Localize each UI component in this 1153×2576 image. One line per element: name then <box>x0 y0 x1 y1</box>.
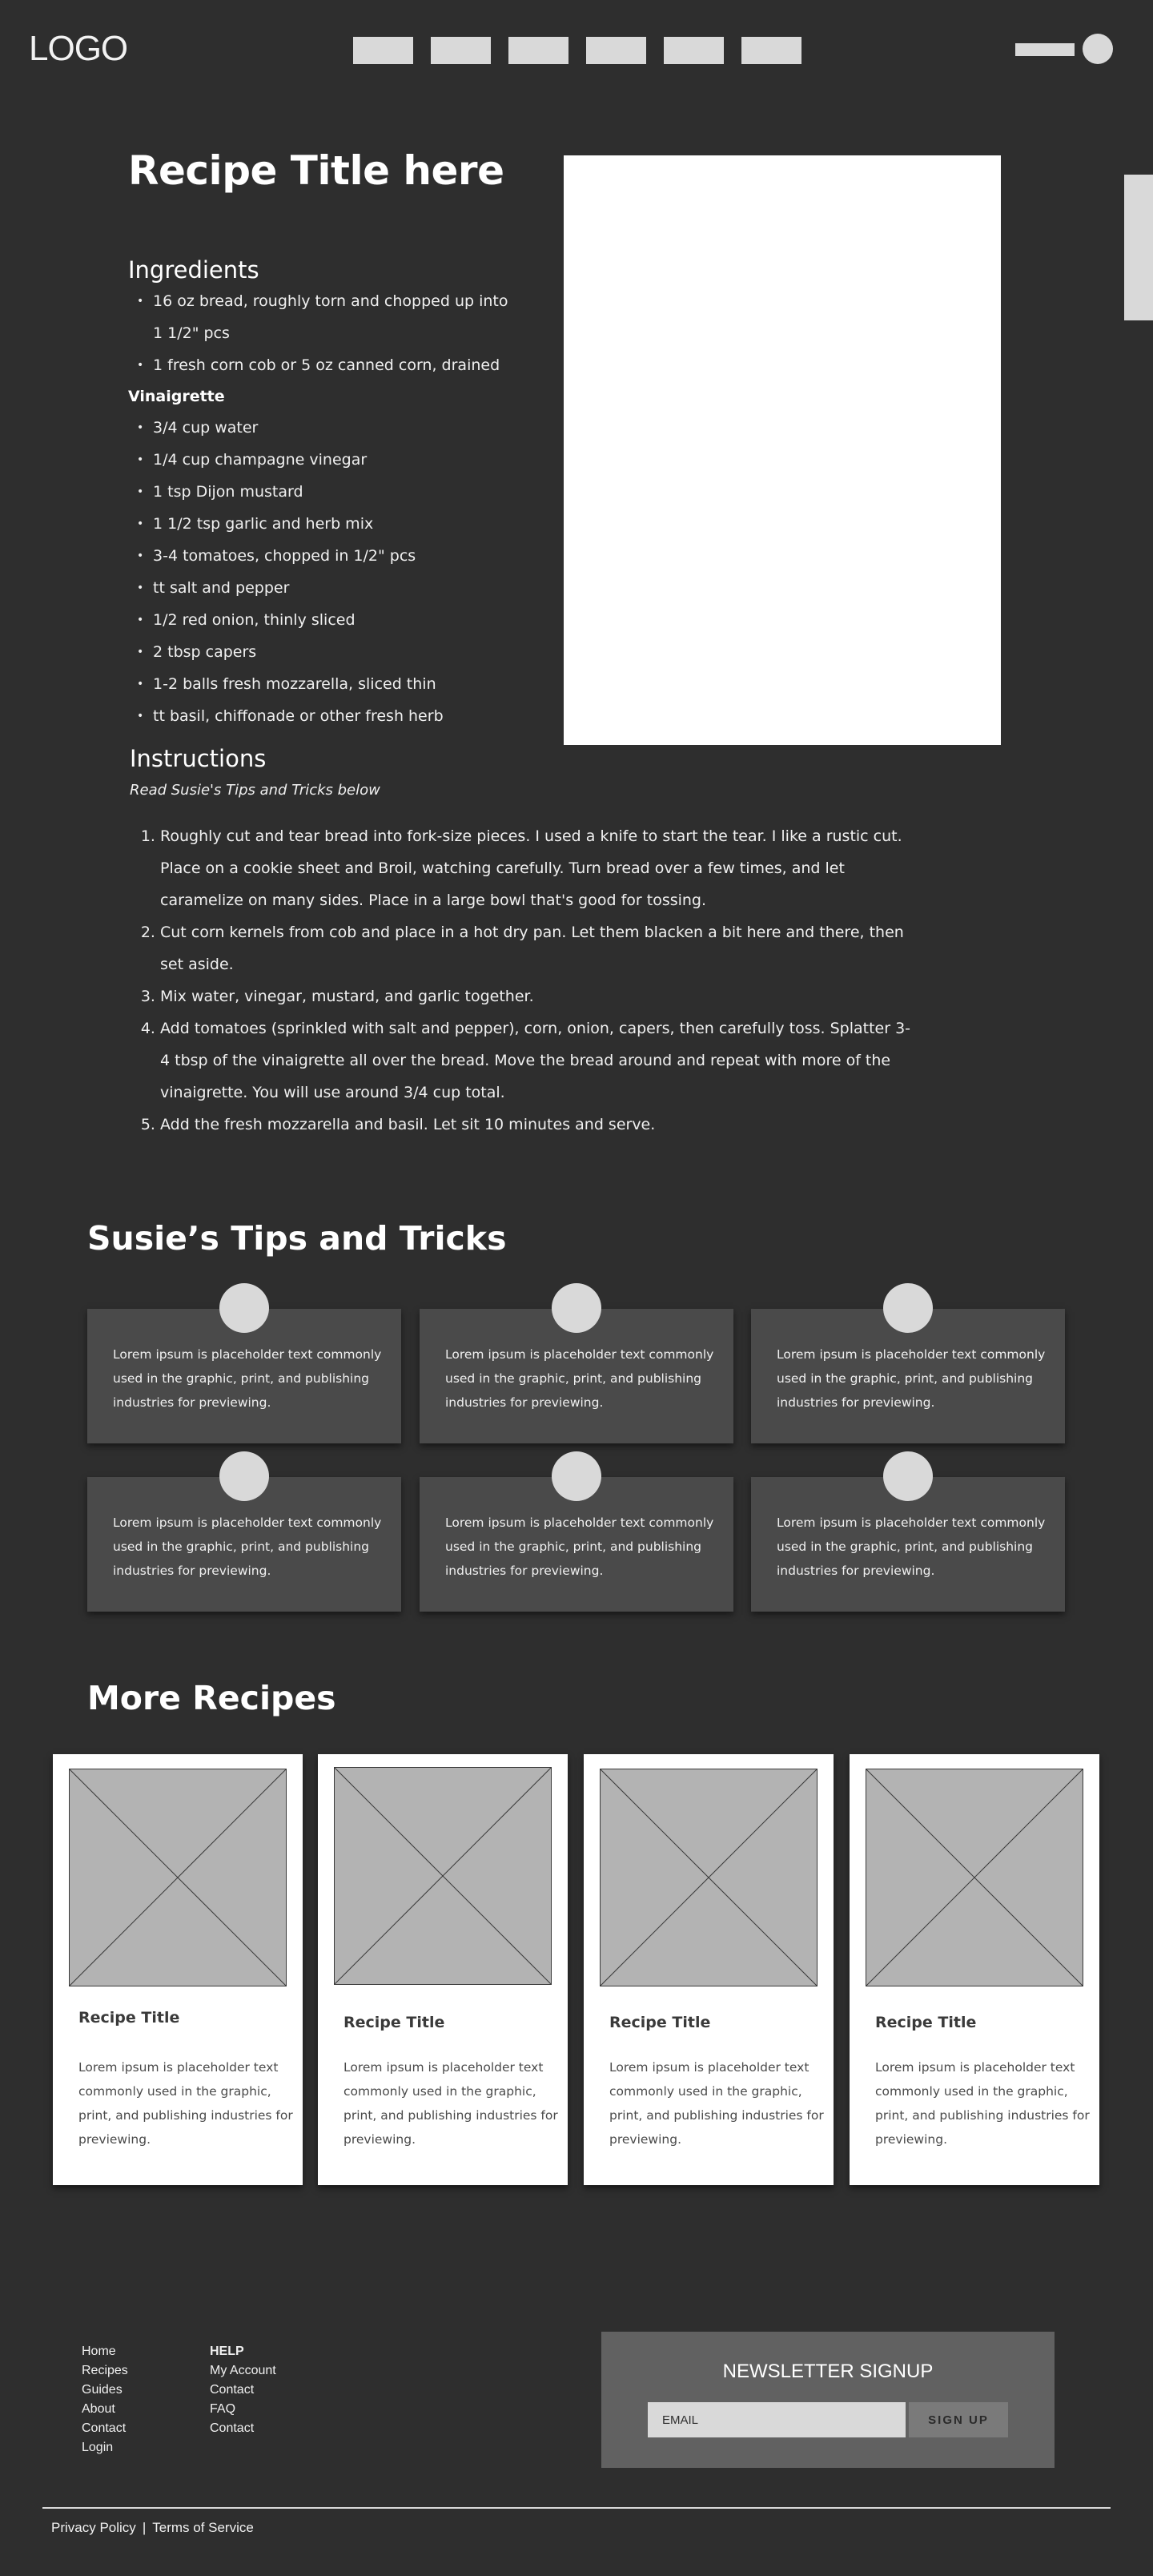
legal-links <box>51 2520 254 2536</box>
tip-text: Lorem ipsum is placeholder text commonly used in the graphic, print, and publishing industries for previewing. <box>777 1347 1046 1410</box>
list-item: • 1 1/2 tsp garlic and herb mix <box>128 508 512 540</box>
footer-link-my-account[interactable]: My Account <box>210 2364 276 2377</box>
recipe-card-description: Lorem ipsum is placeholder text commonly used in the graphic, print, and publishing industries for previewing. <box>875 2060 1090 2147</box>
privacy-policy-link[interactable]: Privacy Policy <box>51 2520 136 2535</box>
image-placeholder-icon <box>69 1769 287 1986</box>
vinaigrette-list <box>128 412 512 732</box>
ingredients-list <box>128 285 512 381</box>
avatar[interactable] <box>1083 34 1113 64</box>
tip-avatar-icon <box>219 1283 269 1333</box>
side-tab[interactable] <box>1124 175 1153 320</box>
list-item: • 1 tsp Dijon mustard <box>128 476 512 508</box>
more-recipes-heading: More Recipes <box>87 1679 336 1717</box>
footer-link-about[interactable]: About <box>82 2402 115 2416</box>
list-item: 5. Add the fresh mozzarella and basil. Let sit 10 minutes and serve. <box>160 1109 913 1141</box>
list-item: • 3/4 cup water <box>128 412 512 444</box>
tip-avatar-icon <box>219 1451 269 1501</box>
tip-text: Lorem ipsum is placeholder text commonly used in the graphic, print, and publishing industries for previewing. <box>777 1515 1046 1578</box>
list-item: • 1 fresh corn cob or 5 oz canned corn, drained <box>128 349 512 381</box>
vinaigrette-heading: Vinaigrette <box>128 388 225 405</box>
footer-link-contact[interactable]: Contact <box>210 2383 255 2397</box>
search-bar[interactable] <box>1015 43 1075 56</box>
nav-item-2[interactable] <box>431 37 491 64</box>
tip-avatar-icon <box>883 1451 933 1501</box>
footer-nav <box>82 2342 128 2457</box>
footer-link-faq[interactable]: FAQ <box>210 2402 236 2416</box>
signup-button[interactable]: SIGN UP <box>909 2402 1008 2437</box>
recipe-card-description: Lorem ipsum is placeholder text commonly used in the graphic, print, and publishing industries for previewing. <box>609 2060 824 2147</box>
nav-item-3[interactable] <box>508 37 568 64</box>
terms-of-service-link[interactable]: Terms of Service <box>152 2520 254 2535</box>
tip-text: Lorem ipsum is placeholder text commonly used in the graphic, print, and publishing industries for previewing. <box>445 1515 714 1578</box>
nav-item-4[interactable] <box>586 37 646 64</box>
list-item: 1. Roughly cut and tear bread into fork-size pieces. I used a knife to start the tear. I like a rustic cut. Place on a cookie sheet and Broil, watching carefully. Turn bread over a few times, and let caramelize on many sides. Place in a large bowl that's good for tossing. <box>160 820 913 916</box>
footer-divider <box>42 2507 1111 2509</box>
tip-avatar-icon <box>552 1283 601 1333</box>
recipe-card[interactable] <box>584 1754 834 2185</box>
list-item: 3. Mix water, vinegar, mustard, and garlic together. <box>160 980 913 1012</box>
page-title: Recipe Title here <box>128 147 504 194</box>
footer-link-recipes[interactable]: Recipes <box>82 2364 128 2377</box>
newsletter-title: NEWSLETTER SIGNUP <box>722 2361 934 2382</box>
recipe-card-description: Lorem ipsum is placeholder text commonly used in the graphic, print, and publishing industries for previewing. <box>78 2060 293 2147</box>
email-field[interactable] <box>648 2402 906 2437</box>
list-item: • 2 tbsp capers <box>128 636 512 668</box>
tip-text: Lorem ipsum is placeholder text commonly used in the graphic, print, and publishing industries for previewing. <box>113 1515 382 1578</box>
list-item: • 1-2 balls fresh mozzarella, sliced thin <box>128 668 512 700</box>
tip-avatar-icon <box>883 1283 933 1333</box>
tips-heading: Susie’s Tips and Tricks <box>87 1219 507 1258</box>
nav-item-5[interactable] <box>664 37 724 64</box>
tip-avatar-icon <box>552 1451 601 1501</box>
list-item: • 1/4 cup champagne vinegar <box>128 444 512 476</box>
image-placeholder-icon <box>334 1767 552 1985</box>
image-placeholder-icon <box>600 1769 818 1986</box>
tip-text: Lorem ipsum is placeholder text commonly used in the graphic, print, and publishing industries for previewing. <box>445 1347 714 1410</box>
recipe-card[interactable] <box>850 1754 1099 2185</box>
list-item: • 3-4 tomatoes, chopped in 1/2" pcs <box>128 540 512 572</box>
recipe-card[interactable] <box>318 1754 568 2185</box>
list-item: • 1/2 red onion, thinly sliced <box>128 604 512 636</box>
recipe-card-title[interactable]: Recipe Title <box>875 2014 977 2031</box>
footer-link-login[interactable]: Login <box>82 2441 114 2454</box>
tip-card <box>751 1309 1065 1443</box>
tip-card <box>420 1309 733 1443</box>
footer-link-contact[interactable]: Contact <box>82 2421 127 2435</box>
ingredients-heading: Ingredients <box>128 256 259 284</box>
recipe-card-title[interactable]: Recipe Title <box>78 2009 180 2027</box>
legal-separator: | <box>142 2520 147 2535</box>
recipe-hero-image <box>564 155 1001 745</box>
image-placeholder-icon <box>866 1769 1083 1986</box>
list-item: 4. Add tomatoes (sprinkled with salt and pepper), corn, onion, capers, then carefully toss. Splatter 3-4 tbsp of the vinaigrette all over the bread. Move the bread around and repeat with more of the vinaigrette. You will use around 3/4 cup total. <box>160 1012 913 1109</box>
tip-text: Lorem ipsum is placeholder text commonly used in the graphic, print, and publishing industries for previewing. <box>113 1347 382 1410</box>
tip-card <box>87 1309 401 1443</box>
tip-card <box>87 1477 401 1612</box>
footer-help <box>210 2342 276 2438</box>
nav-item-6[interactable] <box>741 37 801 64</box>
footer-link-guides[interactable]: Guides <box>82 2383 123 2397</box>
footer-link-contact[interactable]: Contact <box>210 2421 255 2435</box>
recipe-card-description: Lorem ipsum is placeholder text commonly used in the graphic, print, and publishing industries for previewing. <box>343 2060 558 2147</box>
list-item: • tt salt and pepper <box>128 572 512 604</box>
tip-card <box>751 1477 1065 1612</box>
recipe-card[interactable] <box>53 1754 303 2185</box>
newsletter-panel <box>601 2332 1055 2468</box>
footer-link-home[interactable]: Home <box>82 2345 116 2358</box>
nav-item-1[interactable] <box>353 37 413 64</box>
recipe-card-title[interactable]: Recipe Title <box>609 2014 711 2031</box>
recipe-card-title[interactable]: Recipe Title <box>343 2014 445 2031</box>
instructions-note: Read Susie's Tips and Tricks below <box>130 782 380 799</box>
list-item: • 16 oz bread, roughly torn and chopped up into 1 1/2" pcs <box>128 285 512 349</box>
instructions-heading: Instructions <box>130 745 267 772</box>
instructions-list <box>128 820 913 1141</box>
list-item: 2. Cut corn kernels from cob and place in a hot dry pan. Let them blacken a bit here and there, then set aside. <box>160 916 913 980</box>
list-item: • tt basil, chiffonade or other fresh herb <box>128 700 512 732</box>
logo[interactable]: LOGO <box>29 29 128 68</box>
footer-help-heading: HELP <box>210 2345 244 2358</box>
tip-card <box>420 1477 733 1612</box>
